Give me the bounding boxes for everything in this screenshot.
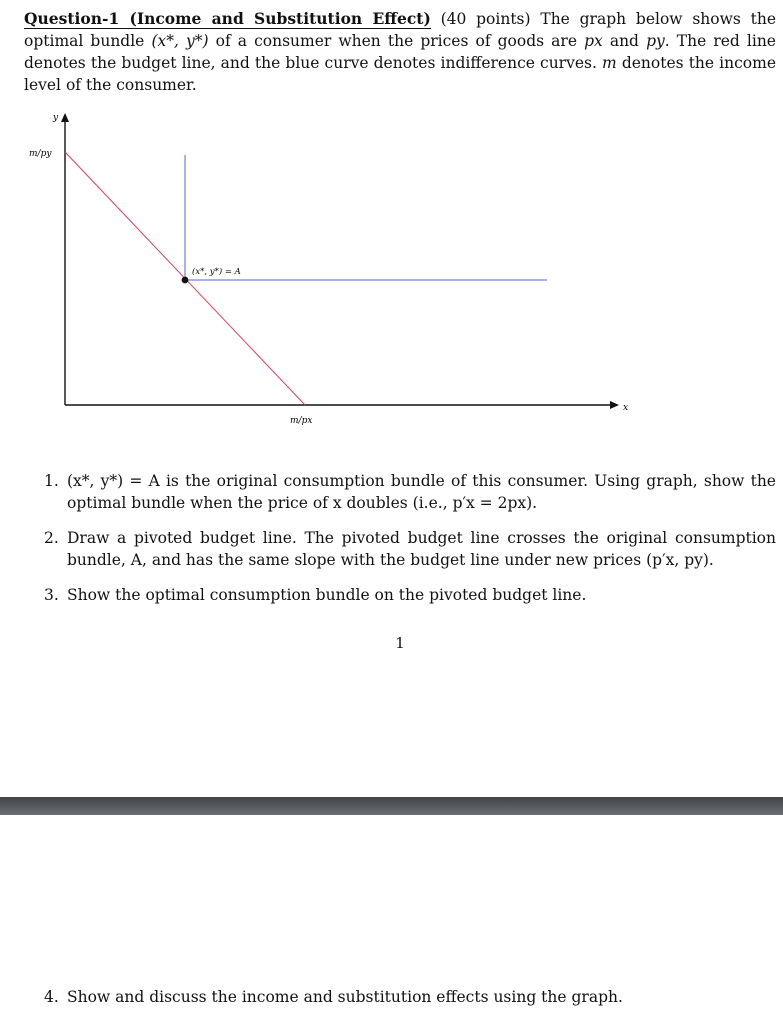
item-number: 4. [44,988,59,1006]
question-item-1 [44,470,776,514]
item-number: 3. [44,586,59,604]
income-math: m [602,54,617,72]
item-number: 1. [44,472,59,490]
y-intercept-label: m/py [29,149,52,159]
question-points: (40 points) [440,10,531,28]
question-items [44,470,776,619]
intro-text-3: . The red line denotes the budget line, and the blue curve denotes indifference curves. [24,32,776,72]
y-axis-arrow [61,113,69,122]
intro-text-4: denotes the income level of the consumer. [24,54,776,94]
question-intro [24,8,776,96]
item-text: (x*, y*) = A is the original consumption bundle of this consumer. Using graph, show the optimal bundle when the price of x doubles (i.e., p′x = 2px). [67,472,776,512]
item-text: Show the optimal consumption bundle on the pivoted budget line. [67,586,587,604]
x-intercept-label: m/px [290,416,313,426]
point-a-label: (x*, y*) = A [192,267,241,277]
page-number: 1 [395,634,405,652]
x-axis-arrow [610,401,619,409]
optimal-bundle-math: (x*, y*) [151,32,209,50]
item-text: Show and discuss the income and substitution effects using the graph. [67,988,623,1006]
question-item-2 [44,527,776,571]
intro-text-2: of a consumer when the prices of goods are [215,32,577,50]
intro-text-1: The graph below shows the optimal bundle [24,10,776,50]
price-y-math: py [646,32,665,50]
intro-and: and [609,32,639,50]
item-number: 2. [44,529,59,547]
item-text: Draw a pivoted budget line. The pivoted budget line crosses the original consumption bundle, A, and has the same slope with the budget line under new prices (p′x, py). [67,529,776,569]
page-break-bar [0,797,783,815]
price-x-math: px [584,32,603,50]
question-item-3 [44,584,776,606]
question-item-4 [44,986,776,1008]
budget-graph [0,100,783,440]
question-title: Question-1 (Income and Substitution Effect) [24,9,431,28]
y-axis-label: y [53,113,59,123]
optimal-point-a [182,277,189,284]
x-axis-label: x [623,403,629,413]
